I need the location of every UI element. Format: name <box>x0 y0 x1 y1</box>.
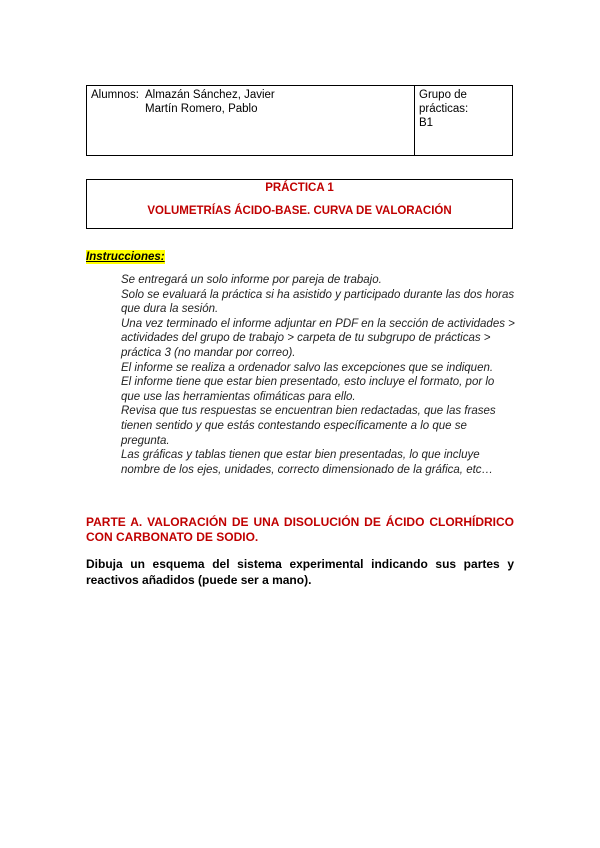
students-label: Alumnos: <box>91 89 139 101</box>
instruction-item: El informe se realiza a ordenador salvo las excepciones que se indiquen. <box>121 361 494 374</box>
practice-title: PRÁCTICA 1 <box>265 182 334 194</box>
students-cell <box>87 86 415 155</box>
part-a-instruction: Dibuja un esquema del sistema experimental indicando sus partes y reactivos añadidos (puede ser a mano). <box>86 557 514 587</box>
instruction-item: Revisa que tus respuestas se encuentran bien redactadas, que las frases tienen sentido y que estás contestando específicamente a lo que se pregunta. <box>121 405 496 447</box>
instructions-heading: Instrucciones: <box>86 251 165 263</box>
instructions-list <box>121 273 516 477</box>
header-table <box>86 85 513 156</box>
practice-subtitle: VOLUMETRÍAS ÁCIDO-BASE. CURVA DE VALORACIÓN <box>147 205 452 217</box>
part-a-heading: PARTE A. VALORACIÓN DE UNA DISOLUCIÓN DE ÁCIDO CLORHÍDRICO CON CARBONATO DE SODIO. <box>86 515 514 544</box>
group-value: B1 <box>419 117 434 129</box>
student-name: Almazán Sánchez, Javier <box>145 89 275 101</box>
instruction-item: El informe tiene que estar bien presentado, esto incluye el formato, por lo que use las herramientas ofimáticas para ello. <box>121 376 495 403</box>
group-label: prácticas: <box>419 103 469 115</box>
instruction-item: Solo se evaluará la práctica si ha asistido y participado durante las dos horas que dura la sesión. <box>121 288 515 316</box>
group-cell <box>415 86 512 155</box>
group-label: Grupo de <box>419 89 467 101</box>
instruction-item: Se entregará un solo informe por pareja de trabajo. <box>121 274 382 286</box>
instruction-item: Las gráficas y tablas tienen que estar bien presentadas, lo que incluye nombre de los ejes, unidades, correcto dimensionado de la gráfica, etc… <box>121 449 494 476</box>
student-name: Martín Romero, Pablo <box>145 103 258 115</box>
title-box <box>86 179 513 229</box>
instruction-item: Una vez terminado el informe adjuntar en PDF en la sección de actividades > actividades del grupo de trabajo > carpeta de tu subgrupo de prácticas > práctica 3 (no mandar por correo). <box>121 317 515 359</box>
